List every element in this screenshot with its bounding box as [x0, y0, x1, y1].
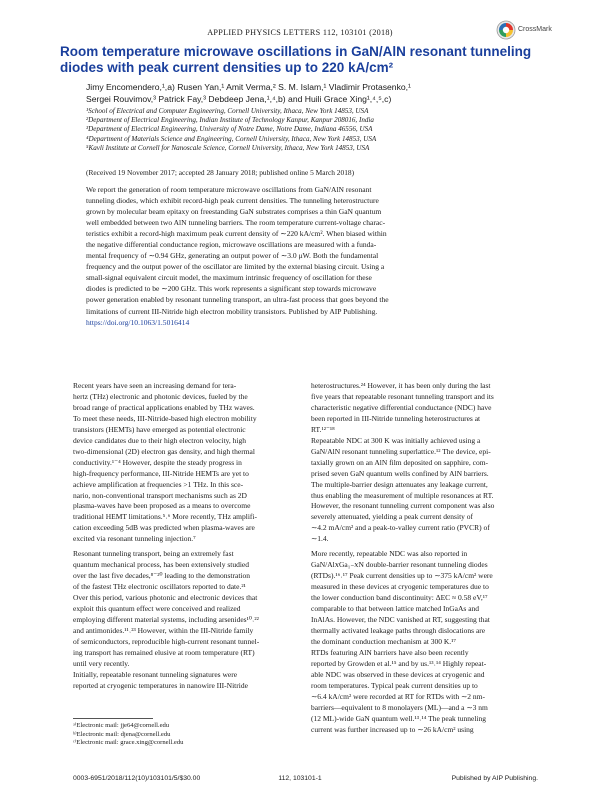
body-line: GaN/AlN resonant tunneling superlattice.¹² The device, epi-	[311, 446, 491, 456]
body-line: Resonant tunneling transport, being an extremely fast	[73, 549, 234, 559]
abstract	[86, 184, 538, 328]
affiliation-line: ¹School of Electrical and Computer Engineering, Cornell University, Ithaca, New York 14853, USA	[86, 107, 369, 115]
body-line: employing different material systems, including arsenides¹⁰˒²²	[73, 615, 259, 625]
body-line: reported by Growden et al.¹⁵ and by us.¹³˒¹⁴ Highly repeat-	[311, 658, 487, 668]
body-line: measured in these devices at cryogenic temperatures due to	[311, 582, 489, 592]
body-line: plasma-waves have been proposed as a means to overcome	[73, 501, 251, 511]
body-line: InAlAs. However, the NDC vanished at RT, suggesting that	[311, 615, 490, 625]
body-line: comparable to that between lattice matched InGaAs and	[311, 604, 480, 614]
body-line: excited via resonant tunneling injection.⁷	[73, 534, 196, 544]
body-line: reported at cryogenic temperatures in nanowire III-Nitride	[73, 680, 248, 690]
footnote-rule	[73, 718, 153, 719]
left-column	[73, 381, 305, 692]
body-line: Over this period, various photonic and electronic devices that	[73, 593, 258, 603]
right-column	[311, 381, 543, 736]
body-line: of semiconductors, reproducible high-current resonant tunnel-	[73, 636, 260, 646]
abstract-line: well embedded between two AlN tunneling barriers. The room temperature current-voltage charac-	[86, 218, 386, 228]
body-line: RTDs featuring AlN barriers have also been recently	[311, 647, 469, 657]
footnotes	[73, 722, 305, 748]
body-line: To meet these needs, III-Nitride-based high electron mobility	[73, 413, 257, 423]
body-line: achieve amplification at frequencies >1 THz. In this sce-	[73, 479, 244, 489]
affiliation-line: ⁴Department of Materials Science and Engineering, Cornell University, Ithaca, New York 14853, USA	[86, 134, 377, 143]
body-line: ∼6.4 kA/cm² were recorded at RT for RTDs with ∼2 nm-	[311, 691, 485, 701]
author-line: Sergei Rouvimov,³ Patrick Fay,³ Debdeep Jena,¹,⁴,b) and Huili Grace Xing¹,⁴,⁵,c)	[86, 93, 392, 104]
body-line: (12 ML)-wide GaN quantum well.¹³˒¹⁴ The peak tunneling	[311, 713, 487, 723]
abstract-line: frequency and the output power of the oscillator are limited by the external biasing circuit. Using a	[86, 262, 385, 272]
body-line: characteristic negative differential conductance (NDC) have	[311, 402, 492, 412]
footer-issn: 0003-6951/2018/112(10)/103101/5/$30.00	[73, 775, 201, 782]
body-line: ∼4.2 mA/cm² and a peak-to-valley current ratio (PVCR) of	[311, 523, 490, 533]
abstract-line: limitations of current III-Nitride high electron mobility transistors. Published by AIP Publishing.	[86, 306, 378, 316]
abstract-line: mental frequency of ∼0.94 GHz, generating an output power of ∼3.0 μW. Both the fundamental	[86, 251, 379, 261]
body-line: current was further increased up to ∼26 kA/cm² using	[311, 724, 474, 734]
body-line: Recent years have seen an increasing demand for tera-	[73, 381, 237, 390]
body-line: quantum mechanical process, has been extensively studied	[73, 560, 249, 570]
body-line: prised seven GaN quantum wells confined by AlN barriers.	[311, 468, 489, 478]
footer-page-number: 112, 103101-1	[278, 775, 322, 782]
body-line: high-frequency performance, III-Nitride HEMTs are yet to	[73, 468, 249, 478]
body-line: broad range of practical applications enabled by THz waves.	[73, 402, 255, 412]
body-line: severely attenuated, yielding a peak current density of	[311, 512, 474, 522]
body-line: However, the resonant tunneling current component was also	[311, 501, 495, 511]
body-line: been reported in III-Nitride tunneling heterostructures at	[311, 413, 481, 423]
body-line: barriers—equivalent to 8 monolayers (ML)—and a ∼3 nm	[311, 702, 488, 712]
body-line: (RTDs).¹⁶˒¹⁷ Peak current densities up to ∼375 kA/cm² were	[311, 571, 493, 581]
doi-link[interactable]: https://doi.org/10.1063/1.5016414	[86, 317, 190, 327]
body-line: heterostructures.²⁴ However, it has been only during the last	[311, 381, 491, 390]
affiliation-line: ⁵Kavli Institute at Cornell for Nanoscale Science, Cornell University, Ithaca, New York 14853, USA	[86, 143, 370, 152]
body-line: of the fastest THz electronic oscillators reported to date.²¹	[73, 582, 246, 592]
body-line: thermally activated leakage paths through dislocations are	[311, 625, 486, 635]
body-line: exploit this quantum effect were conceived and realized	[73, 604, 241, 614]
body-line: Repeatable NDC at 300 K was initially achieved using a	[311, 435, 481, 445]
body-line: RT.¹²⁻¹⁸	[311, 424, 335, 434]
abstract-line: teristics exhibit a record-high maximum peak current density of ∼220 kA/cm². When biased within	[86, 229, 387, 239]
received-dates: (Received 19 November 2017; accepted 28 January 2018; published online 5 March 2018)	[86, 168, 355, 177]
body-line: conductivity.¹⁻⁴ However, despite the steady progress in	[73, 457, 242, 467]
body-line: the dominant conduction mechanism at 300 K.¹⁷	[311, 636, 457, 646]
abstract-line: tunneling diodes, which exhibit record-high peak current densities. The tunneling heterostructure	[86, 196, 379, 206]
abstract-line: grown by molecular beam epitaxy on freestanding GaN substrates comprises a thin GaN quantum	[86, 207, 382, 217]
body-line: transistors (HEMTs) have emerged as potential electronic	[73, 424, 246, 434]
body-line: Initially, repeatable resonant tunneling signatures were	[73, 669, 238, 679]
crossmark-label: CrossMark	[518, 26, 552, 33]
title-line: diodes with peak current densities up to 220 kA/cm²	[60, 60, 394, 75]
body-line: until very recently.	[73, 658, 130, 668]
body-line: the lower conduction band discontinuity: ΔEC ≈ 0.58 eV,¹⁷	[311, 593, 488, 603]
footnote-line: ᵇ⁾Electronic mail: djena@cornell.edu	[73, 730, 171, 738]
body-line: ing transport has remained elusive at room temperature (RT)	[73, 647, 255, 657]
abstract-line: small-signal equivalent circuit model, the maximum intrinsic frequency of oscillation for these	[86, 273, 372, 283]
body-line: and antimonides.¹¹˒²³ However, within the III-Nitride family	[73, 625, 254, 635]
body-line: five years that repeatable resonant tunneling transport and its	[311, 391, 494, 401]
affiliations	[86, 107, 556, 153]
abstract-line: the negative differential conductance region, microwave oscillations are measured with a funda-	[86, 240, 377, 250]
body-line: traditional HEMT limitations.⁵˒⁶ More recently, THz amplifi-	[73, 512, 258, 522]
body-line: device candidates due to their high electron velocity, high	[73, 435, 246, 445]
body-line: thus enabling the measurement of multiple resonances at RT.	[311, 490, 494, 500]
body-line: room temperatures. Typical peak current densities up to	[311, 680, 478, 690]
body-line: More recently, repeatable NDC was also reported in	[311, 549, 468, 559]
abstract-line: diodes is predicted to be ∼200 GHz. This work represents a significant step towards microwave	[86, 284, 377, 294]
abstract-line: We report the generation of room temperature microwave oscillations from GaN/AlN resonant	[86, 185, 372, 194]
author-list	[86, 82, 556, 105]
paper-title	[60, 44, 550, 76]
footer-publisher: Published by AIP Publishing.	[451, 775, 538, 782]
affiliation-line: ³Department of Electrical Engineering, University of Notre Dame, Notre Dame, Indiana 46556, USA	[86, 125, 373, 134]
body-line: cation exceeding 5dB was predicted when plasma-waves are	[73, 523, 255, 533]
journal-header: APPLIED PHYSICS LETTERS 112, 103101 (2018)	[207, 28, 393, 37]
footnote-line: ᵃ⁾Electronic mail: jje64@cornell.edu	[73, 722, 170, 729]
crossmark-icon	[496, 20, 516, 40]
body-line: taxially grown on an AlN film deposited on sapphire, com-	[311, 457, 489, 467]
body-line: hertz (THz) electronic and photonic devices, fueled by the	[73, 391, 248, 401]
body-line: over the last five decades,⁸⁻²⁰ leading to the demonstration	[73, 571, 250, 581]
crossmark-badge[interactable]	[496, 20, 556, 44]
body-line: two-dimensional (2D) electron gas density, and high thermal	[73, 446, 255, 456]
footnote-line: ᶜ⁾Electronic mail: grace.xing@cornell.edu	[73, 739, 184, 747]
body-line: GaN/Al𝑥Ga₁₋𝑥N double-barrier resonant tunneling diodes	[311, 560, 488, 570]
body-line: nario, non-conventional transport mechanisms such as 2D	[73, 490, 247, 500]
title-line: Room temperature microwave oscillations in GaN/AlN resonant tunneling	[60, 44, 532, 59]
body-line: able NDC was observed in these devices at cryogenic and	[311, 669, 485, 679]
abstract-line: power generation enabled by resonant tunneling transport, an ultra-fast process that goes beyond the	[86, 295, 389, 305]
author-line: Jimy Encomendero,¹,a) Rusen Yan,¹ Amit Verma,² S. M. Islam,¹ Vladimir Protasenko,¹	[86, 82, 411, 92]
affiliation-line: ²Department of Electrical Engineering, Indian Institute of Technology Kanpur, Kanpur 208016, India	[86, 116, 374, 125]
body-line: The multiple-barrier design attenuates any leakage current,	[311, 479, 488, 489]
body-line: ∼1.4.	[311, 534, 329, 544]
